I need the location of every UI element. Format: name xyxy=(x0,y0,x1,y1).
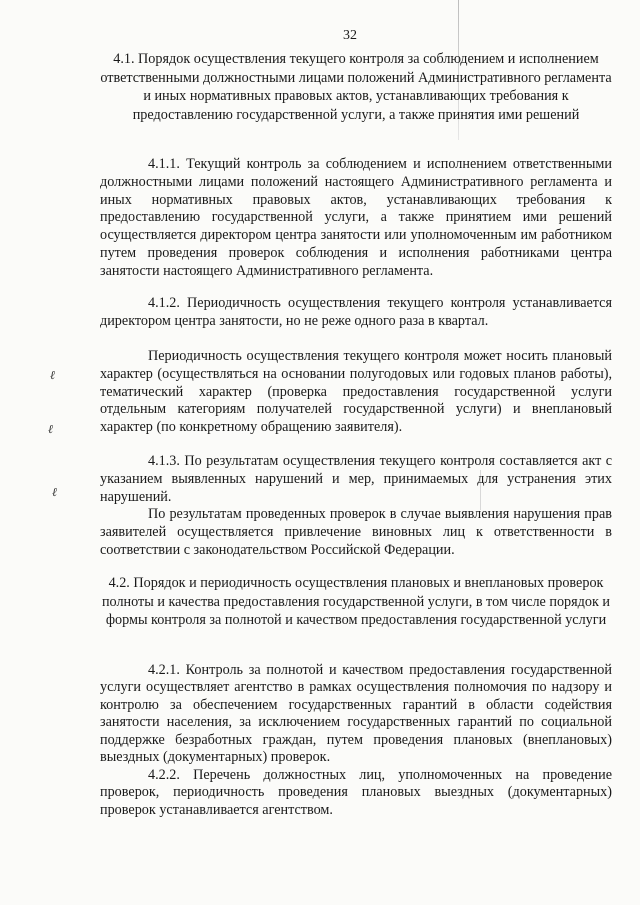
paragraph-4-1-2-periodicity: Периодичность осуществления текущего контроля может носить плановый характер (осуществляться на основании полугодовых или годовых планов работы), тематический характер (проверка предоставления государственной услуги отдельным категориям получателей государственной услуги) и внеплановый характер (по конкретному обращению заявителя). xyxy=(100,348,612,436)
paragraph-4-1-3-violations: По результатам проведенных проверок в случае выявления нарушения прав заявителей осуществляется привлечение виновных лиц к ответственности в соответствии с законодательством Российской Федерации. xyxy=(100,506,612,558)
margin-mark: ℓ xyxy=(52,485,57,499)
section-4-1-heading: 4.1. Порядок осуществления текущего контроля за соблюдением и исполнением ответственными должностными лицами положений Административного регламента и иных нормативных правовых актов, устанавливающих требования к предоставлению государственной услуги, а также принятия ими решений xyxy=(100,51,612,123)
paragraph-4-1-2: 4.1.2. Периодичность осуществления текущего контроля устанавливается директором центра занятости, но не реже одного раза в квартал. xyxy=(100,295,612,329)
margin-mark: ℓ xyxy=(48,422,53,436)
page-number: 32 xyxy=(343,28,357,43)
margin-mark: ℓ xyxy=(50,368,55,382)
paragraph-4-2-2: 4.2.2. Перечень должностных лиц, уполномоченных на проведение проверок, периодичность проведения плановых выездных (документарных) проверок устанавливается агентством. xyxy=(100,767,612,818)
paragraph-4-2-1: 4.2.1. Контроль за полнотой и качеством предоставления государственной услуги осуществляет агентство в рамках осуществления полномочия по надзору и контролю за обеспечением государственных гарантий в области содействия занятости населения, за исключением государственных гарантий по социальной поддержке безработных граждан, путем проведения плановых (внеплановых) выездных (документарных) проверок. xyxy=(100,662,612,766)
paragraph-4-1-3: 4.1.3. По результатам осуществления текущего контроля составляется акт с указанием выявленных нарушений и мер, принимаемых для устранения этих нарушений. xyxy=(100,453,612,505)
section-4-2-heading: 4.2. Порядок и периодичность осуществления плановых и внеплановых проверок полноты и качества предоставления государственной услуги, в том числе порядок и формы контроля за полнотой и качеством предоставления государственной услуги xyxy=(101,575,611,628)
paragraph-4-1-1: 4.1.1. Текущий контроль за соблюдением и исполнением ответственными должностными лицами положений настоящего Административного регламента и иных нормативных правовых актов, устанавливающих требования к предоставлению государственной услуги, а также принятием ими решений осуществляется директором центра занятости или уполномоченным им работником путем проведения проверок соблюдения и исполнения работниками центра занятости настоящего Административного регламента. xyxy=(100,156,612,279)
